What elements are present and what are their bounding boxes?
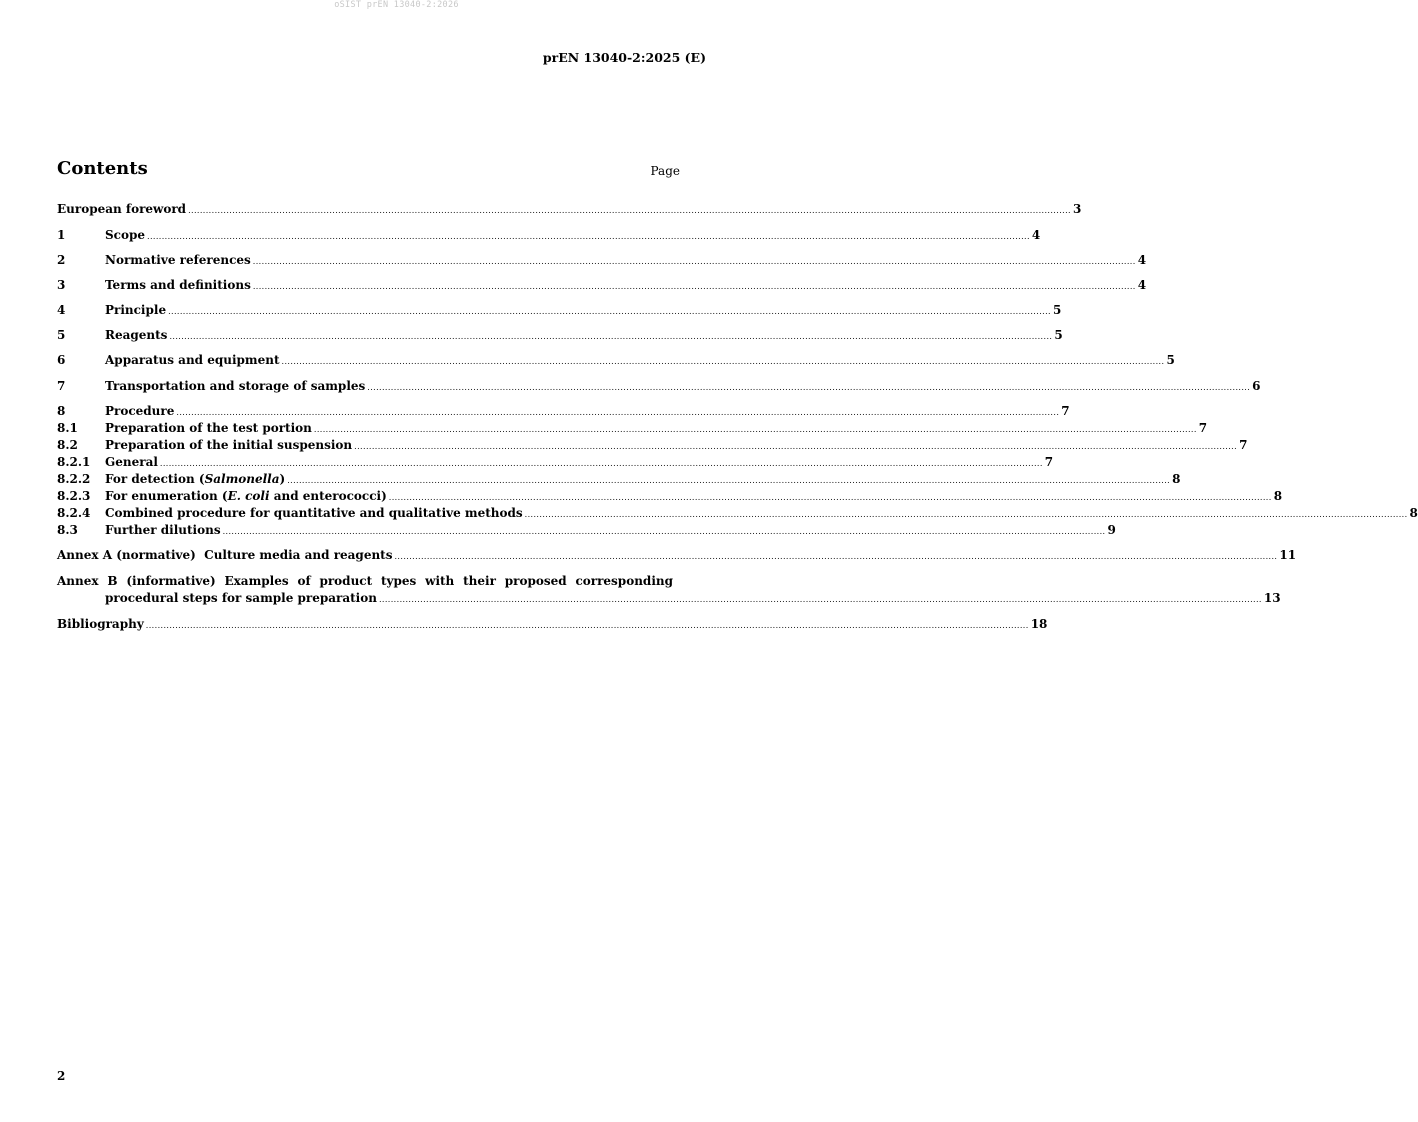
- toc-entry-page: 4: [1137, 253, 1147, 267]
- toc-leader-dots: ............................................................................................................................................................................................................................................................................................................: [354, 442, 1238, 451]
- toc-entry-page: 11: [1279, 548, 1297, 562]
- toc-leader-dots: ............................................................................................................................................................................................................................................................................................................: [145, 621, 1029, 630]
- toc-leader-dots: ............................................................................................................................................................................................................................................................................................................: [222, 527, 1106, 536]
- toc-entry-title: Terms and definitions: [105, 278, 251, 292]
- toc-entry-page: 9: [1107, 523, 1116, 537]
- toc-entry-number: 8.2.2: [57, 472, 91, 486]
- toc-leader-dots: ............................................................................................................................................................................................................................................................................................................: [378, 595, 1262, 604]
- toc-entry-page: 7: [1239, 438, 1248, 452]
- toc-entry-page: 3: [1072, 202, 1082, 216]
- toc-annex-b-line2: [57, 591, 1281, 607]
- toc-entry-page: 4: [1031, 228, 1041, 242]
- toc-entry-number: 8.3: [57, 523, 78, 537]
- page-number: 2: [57, 1069, 66, 1083]
- toc-leader-dots: ............................................................................................................................................................................................................................................................................................................: [159, 459, 1043, 468]
- toc-entry-title: Annex A (normative) Culture media and reagents: [57, 548, 393, 562]
- toc-entry-page: 7: [1198, 421, 1208, 435]
- toc-leader-dots: ............................................................................................................................................................................................................................................................................................................: [524, 510, 1408, 519]
- toc-entry[interactable]: [57, 278, 1147, 294]
- toc-entry[interactable]: [57, 438, 1248, 454]
- toc-entry-page: 8: [1273, 489, 1283, 503]
- toc-leader-dots: ............................................................................................................................................................................................................................................................................................................: [252, 257, 1136, 266]
- toc-entry-title: European foreword: [57, 202, 187, 216]
- toc-entry-number: 3: [57, 278, 66, 292]
- toc-entry-foreword[interactable]: [57, 202, 1082, 218]
- toc-entry-number: 5: [57, 328, 66, 342]
- toc-entry-number: 4: [57, 303, 66, 317]
- toc-entry-page: 6: [1252, 379, 1261, 393]
- toc-entry-page: 8: [1172, 472, 1181, 486]
- toc-entry-page: 7: [1044, 455, 1054, 469]
- toc-entry-title: Principle: [105, 303, 167, 317]
- toc-leader-dots: ............................................................................................................................................................................................................................................................................................................: [394, 552, 1278, 561]
- toc-entry-page: 8: [1409, 506, 1418, 520]
- toc-leader-dots: ............................................................................................................................................................................................................................................................................................................: [188, 206, 1071, 215]
- toc-entry[interactable]: [57, 523, 1116, 539]
- toc-title-italic: E. coli: [227, 489, 270, 503]
- toc-entry-title: Preparation of the initial suspension: [105, 438, 353, 452]
- toc-title-part: For detection (: [105, 472, 205, 486]
- toc-entry-title: procedural steps for sample preparation: [105, 591, 377, 605]
- toc-entry-page: 13: [1263, 591, 1281, 605]
- toc-entry-page: 5: [1166, 353, 1175, 367]
- toc-entry-title: Transportation and storage of samples: [105, 379, 366, 393]
- page-column-label: Page: [650, 164, 680, 178]
- toc-entry-number: 8.1: [57, 421, 78, 435]
- toc-leader-dots: ............................................................................................................................................................................................................................................................................................................: [252, 282, 1136, 291]
- toc-entry-title: Combined procedure for quantitative and qualitative methods: [105, 506, 523, 520]
- contents-title: Contents: [57, 158, 148, 179]
- toc-entry-number: 2: [57, 253, 66, 267]
- toc-entry-number: 8.2: [57, 438, 78, 452]
- toc-leader-dots: ............................................................................................................................................................................................................................................................................................................: [176, 408, 1060, 417]
- toc-annex-b-line1: Annex B (informative) Examples of product types with their proposed corresponding: [57, 574, 673, 588]
- toc-entry[interactable]: [57, 489, 1283, 505]
- toc-entry-annex-a[interactable]: [57, 548, 1297, 564]
- toc-leader-dots: ............................................................................................................................................................................................................................................................................................................: [388, 493, 1272, 502]
- toc-entry-bibliography[interactable]: [57, 617, 1048, 633]
- toc-entry-number: 8: [57, 404, 66, 418]
- toc-entry-number: 8.2.4: [57, 506, 91, 520]
- toc-entry[interactable]: [57, 379, 1261, 395]
- toc-entry[interactable]: [57, 421, 1208, 437]
- toc-entry[interactable]: [57, 328, 1063, 344]
- toc-title-part: For enumeration (: [105, 489, 228, 503]
- toc-leader-dots: ............................................................................................................................................................................................................................................................................................................: [287, 476, 1171, 485]
- toc-entry-number: 7: [57, 379, 66, 393]
- toc-entry[interactable]: [57, 353, 1175, 369]
- toc-entry-page: 5: [1052, 303, 1062, 317]
- toc-entry-title: Preparation of the test portion: [105, 421, 312, 435]
- toc-entry-page: 18: [1030, 617, 1048, 631]
- toc-entry-title: [105, 472, 285, 486]
- toc-leader-dots: ............................................................................................................................................................................................................................................................................................................: [168, 307, 1051, 316]
- toc-entry[interactable]: [57, 455, 1054, 471]
- toc-entry-title: General: [105, 455, 158, 469]
- toc-leader-dots: ............................................................................................................................................................................................................................................................................................................: [169, 332, 1053, 341]
- toc-entry-title: Scope: [105, 228, 146, 242]
- toc-entry-title: Normative references: [105, 253, 251, 267]
- toc-entry[interactable]: [57, 472, 1181, 488]
- toc-entry-title: Reagents: [105, 328, 168, 342]
- toc-entry-title: [105, 489, 387, 503]
- toc-leader-dots: ............................................................................................................................................................................................................................................................................................................: [367, 383, 1251, 392]
- toc-entry-number: 6: [57, 353, 66, 367]
- toc-entry-page: 5: [1054, 328, 1063, 342]
- toc-entry[interactable]: [57, 404, 1070, 420]
- toc-entry[interactable]: [57, 506, 1418, 522]
- toc-entry-number: 8.2.1: [57, 455, 91, 469]
- toc-leader-dots: ............................................................................................................................................................................................................................................................................................................: [281, 357, 1165, 366]
- toc-entry-title: Apparatus and equipment: [105, 353, 280, 367]
- toc-entry-title: Procedure: [105, 404, 175, 418]
- toc-entry[interactable]: [57, 253, 1147, 269]
- toc-entry[interactable]: [57, 303, 1062, 319]
- toc-leader-dots: ............................................................................................................................................................................................................................................................................................................: [313, 425, 1197, 434]
- toc-leader-dots: ............................................................................................................................................................................................................................................................................................................: [147, 232, 1030, 241]
- toc-entry-number: 1: [57, 228, 66, 242]
- document-id-header: prEN 13040-2:2025 (E): [542, 50, 706, 65]
- toc-entry-number: 8.2.3: [57, 489, 91, 503]
- toc-entry-title: Further dilutions: [105, 523, 221, 537]
- toc-entry[interactable]: [57, 228, 1041, 244]
- toc-title-part: and enterococci): [269, 489, 387, 503]
- toc-entry-title: Bibliography: [57, 617, 144, 631]
- toc-entry-page: 7: [1061, 404, 1070, 418]
- toc-title-italic: Salmonella: [204, 472, 280, 486]
- toc-title-part: ): [279, 472, 286, 486]
- watermark: oSIST prEN 13040-2:2026: [334, 0, 459, 10]
- toc-entry-page: 4: [1137, 278, 1147, 292]
